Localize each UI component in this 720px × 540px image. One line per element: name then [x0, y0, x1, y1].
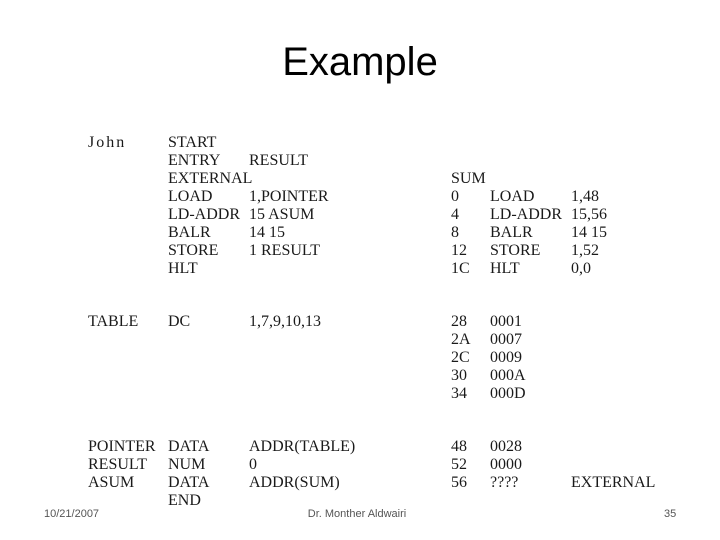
object-operand: EXTERNAL [571, 474, 656, 491]
object-address: 28 [451, 313, 467, 330]
object-code: 0028 [490, 438, 522, 455]
object-operand: 14 15 [571, 224, 607, 241]
source-opcode: LOAD [168, 188, 213, 205]
object-code: HLT [490, 260, 520, 277]
source-operand: 0 [249, 456, 257, 473]
object-code: 0000 [490, 456, 522, 473]
source-label: John [88, 134, 127, 151]
object-address: 8 [451, 224, 459, 241]
object-code: 0009 [490, 349, 522, 366]
source-opcode: DATA [168, 438, 210, 455]
object-code: BALR [490, 224, 533, 241]
source-label: POINTER [88, 438, 156, 455]
object-code: 0007 [490, 331, 522, 348]
source-opcode: START [168, 134, 217, 151]
source-opcode: NUM [168, 456, 206, 473]
object-address: 12 [451, 242, 467, 259]
object-address: 2A [451, 331, 471, 348]
source-opcode: DATA [168, 474, 210, 491]
source-opcode: EXTERNAL [168, 170, 253, 187]
source-opcode: BALR [168, 224, 211, 241]
footer-author: Dr. Monther Aldwairi [307, 508, 407, 520]
object-address: 48 [451, 438, 467, 455]
object-code: LOAD [490, 188, 535, 205]
source-opcode: LD-ADDR [168, 206, 240, 223]
source-operand: RESULT [249, 152, 308, 169]
object-address: 56 [451, 474, 467, 491]
object-address: 30 [451, 367, 467, 384]
source-label: ASUM [88, 474, 135, 491]
source-operand: 15 ASUM [249, 206, 315, 223]
source-opcode: DC [168, 313, 191, 330]
source-label: TABLE [88, 313, 139, 330]
object-code: STORE [490, 242, 541, 259]
source-opcode: HLT [168, 260, 198, 277]
source-opcode: ENTRY [168, 152, 221, 169]
source-opcode: STORE [168, 242, 219, 259]
source-operand: 14 15 [249, 224, 285, 241]
footer-page-number: 35 [664, 508, 677, 520]
footer-date: 10/21/2007 [44, 508, 100, 520]
object-address: 34 [451, 385, 467, 402]
object-address: 1C [451, 260, 470, 277]
source-operand: 1,POINTER [249, 188, 329, 205]
source-operand: ADDR(SUM) [249, 474, 340, 491]
object-code: 000A [490, 367, 526, 384]
object-operand: 0,0 [571, 260, 591, 277]
object-operand: 1,48 [571, 188, 599, 205]
object-address: 2C [451, 349, 470, 366]
source-operand: 1,7,9,10,13 [249, 313, 321, 330]
object-operand: 1,52 [571, 242, 599, 259]
source-operand: 1 RESULT [249, 242, 320, 259]
object-operand: 15,56 [571, 206, 607, 223]
source-operand: ADDR(TABLE) [249, 438, 356, 455]
source-opcode: END [168, 492, 201, 509]
object-code: 000D [490, 385, 526, 402]
object-code: 0001 [490, 313, 522, 330]
object-code: ???? [490, 474, 519, 491]
object-address: 52 [451, 456, 467, 473]
object-address: SUM [451, 170, 486, 187]
object-code: LD-ADDR [490, 206, 562, 223]
object-address: 4 [451, 206, 459, 223]
slide-title: Example [282, 40, 438, 84]
object-address: 0 [451, 188, 459, 205]
source-label: RESULT [88, 456, 147, 473]
